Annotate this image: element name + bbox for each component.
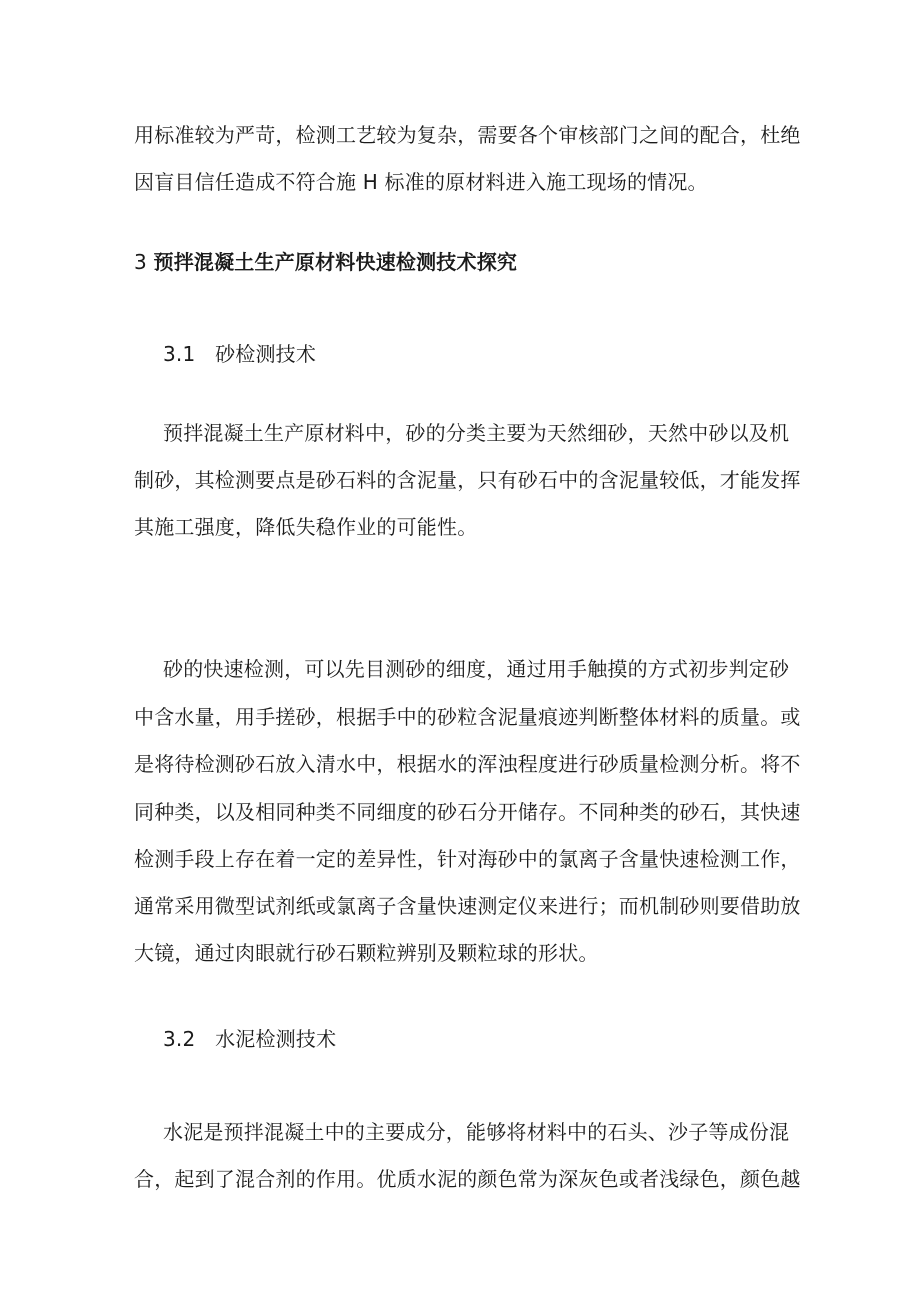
paragraph-line: 砂的快速检测，可以先目测砂的细度，通过用手触摸的方式初步判定砂 xyxy=(163,657,790,681)
paragraph-line: 中含水量，用手搓砂，根据手中的砂粒含泥量痕迹判断整体材料的质量。或 xyxy=(134,705,801,729)
section-title: 预拌混凝土生产原材料快速检测技术探究 xyxy=(153,250,518,274)
section-number: 3 xyxy=(134,250,147,274)
paragraph-line: 其施工强度，降低失稳作业的可能性。 xyxy=(134,515,478,539)
paragraph-line: 是将待检测砂石放入清水中，根据水的浑浊程度进行砂质量检测分析。将不 xyxy=(134,752,801,776)
paragraph-line: 同种类，以及相同种类不同细度的砂石分开储存。不同种类的砂石，其快速 xyxy=(134,800,801,824)
subsection-3-1-heading: 3.1 砂检测技术 xyxy=(163,342,317,366)
paragraph-line: 因盲目信任造成不符合施 H 标准的原材料进入施工现场的情况。 xyxy=(134,170,708,194)
paragraph-line: 用标准较为严苛，检测工艺较为复杂，需要各个审核部门之间的配合，杜绝 xyxy=(134,123,801,147)
paragraph-line: 检测手段上存在着一定的差异性，针对海砂中的氯离子含量快速检测工作， xyxy=(134,847,801,871)
paragraph-line: 大镜，通过肉眼就行砂石颗粒辨别及颗粒球的形状。 xyxy=(134,941,599,965)
paragraph-line: 制砂，其检测要点是砂石料的含泥量，只有砂石中的含泥量较低，才能发挥 xyxy=(134,468,801,492)
subsection-3-2-heading: 3.2 水泥检测技术 xyxy=(163,1027,337,1051)
paragraph-line: 水泥是预拌混凝土中的主要成分，能够将材料中的石头、沙子等成份混 xyxy=(163,1120,790,1144)
paragraph-line: 合，起到了混合剂的作用。优质水泥的颜色常为深灰色或者浅绿色，颜色越 xyxy=(134,1167,801,1191)
section-3-heading xyxy=(134,250,517,274)
paragraph-line: 预拌混凝土生产原材料中，砂的分类主要为天然细砂，天然中砂以及机 xyxy=(163,421,790,445)
paragraph-line: 通常采用微型试剂纸或氯离子含量快速测定仪来进行；而机制砂则要借助放 xyxy=(134,894,801,918)
